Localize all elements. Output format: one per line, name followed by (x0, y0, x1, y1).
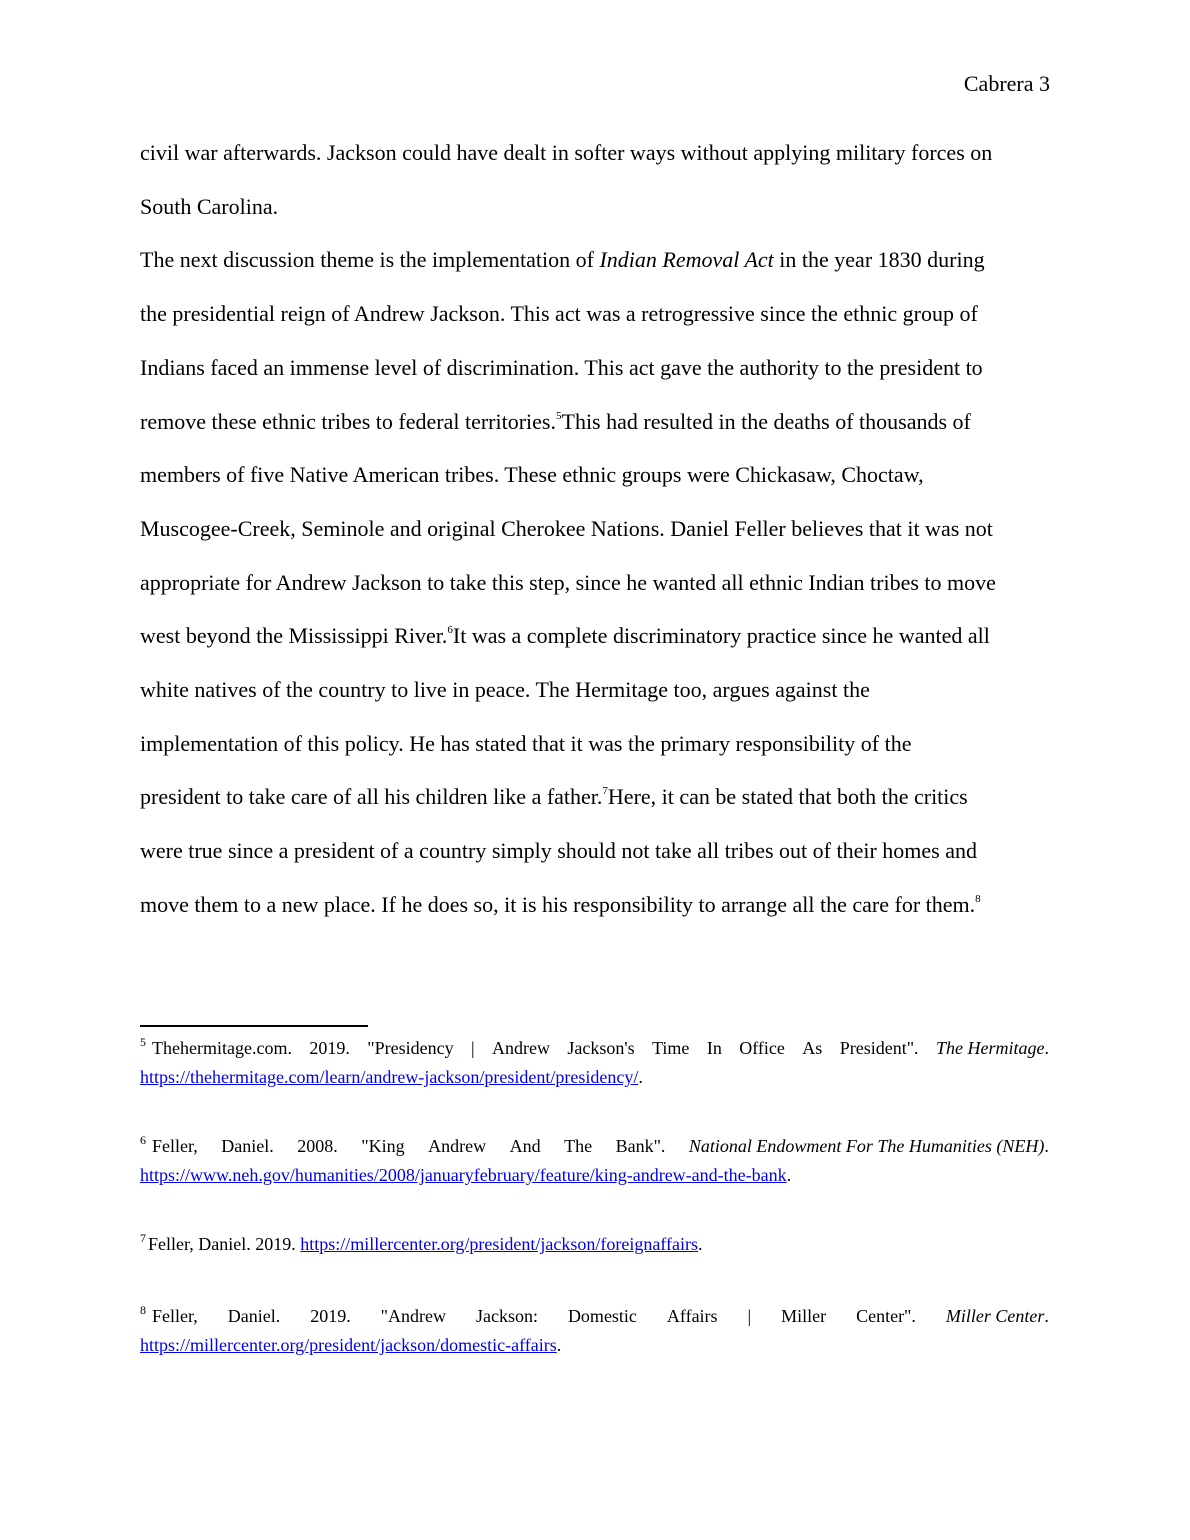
body-line: appropriate for Andrew Jackson to take this step, since he wanted all ethnic Indian tribes to move (140, 569, 996, 595)
body-line: civil war afterwards. Jackson could have dealt in softer ways without applying military forces on (140, 140, 993, 165)
footnote-6 (140, 1133, 1049, 1189)
body-line: president to take care of all his children like a father.$^7$Here, it can be stated that both the critics (140, 784, 968, 810)
body-line: Indians faced an immense level of discrimination. This act gave the authority to the president to (140, 354, 983, 380)
body-line: The next discussion theme is the implementation of Indian Removal Act in the year 1830 during (140, 247, 985, 273)
footnote-number: 7 (140, 1231, 146, 1245)
footnote-number: 8 (140, 1303, 146, 1317)
body-line: implementation of this policy. He has stated that it was the primary responsibility of the (140, 730, 912, 756)
footnote-citation-line: $^8$ Feller, Daniel. 2019. "Andrew Jackson: Domestic Affairs | Miller Center". Miller Center. (140, 1303, 1049, 1326)
footnote-link[interactable]: https://millercenter.org/president/jackson/foreignaffairs (300, 1234, 698, 1254)
footnote-separator (140, 1025, 368, 1027)
source-title: Miller Center (945, 1306, 1045, 1326)
footnote-reference[interactable]: 7 (602, 785, 608, 798)
body-line: remove these ethnic tribes to federal territories.$^5$This had resulted in the deaths of thousands of (140, 408, 971, 434)
footnote-reference[interactable]: 6 (447, 624, 453, 637)
footnote-reference[interactable]: 5 (556, 409, 562, 422)
body-line: Muscogee-Creek, Seminole and original Cherokee Nations. Daniel Feller believes that it was not (140, 515, 993, 541)
running-head: Cabrera 3 (963, 71, 1050, 96)
footnote-url-line: https://thehermitage.com/learn/andrew-jackson/president/presidency/. (140, 1067, 643, 1087)
body-text (140, 126, 1060, 932)
footnote-5 (140, 1035, 1049, 1091)
footnote-url-line: https://millercenter.org/president/jackson/domestic-affairs. (140, 1335, 562, 1355)
footnote-url-line: https://www.neh.gov/humanities/2008/januaryfebruary/feature/king-andrew-and-the-bank. (140, 1165, 792, 1185)
footnote-link[interactable]: https://thehermitage.com/learn/andrew-jackson/president/presidency/ (140, 1067, 639, 1087)
footnote-citation-line: $^7$ Feller, Daniel. 2019. https://millercenter.org/president/jackson/foreignaffairs. (140, 1231, 703, 1254)
body-line: move them to a new place. If he does so, it is his responsibility to arrange all the care for them.$^8$ (140, 891, 981, 917)
footnote-citation-line: $^5$ Thehermitage.com. 2019. "Presidency | Andrew Jackson's Time In Office As President". The Hermitage. (140, 1035, 1049, 1058)
footnote-7 (140, 1231, 1049, 1260)
footnote-link[interactable]: https://millercenter.org/president/jackson/domestic-affairs (140, 1335, 557, 1355)
body-line: white natives of the country to live in peace. The Hermitage too, argues against the (140, 677, 870, 703)
footnote-reference[interactable]: 8 (975, 892, 981, 905)
body-line: west beyond the Mississippi River.$^6$It was a complete discriminatory practice since he wanted all (140, 623, 990, 649)
body-line: members of five Native American tribes. These ethnic groups were Chickasaw, Choctaw, (140, 462, 924, 488)
body-line: the presidential reign of Andrew Jackson. This act was a retrogressive since the ethnic group of (140, 301, 978, 327)
italic-title: Indian Removal Act (599, 247, 774, 273)
source-title: The Hermitage (935, 1038, 1045, 1058)
footnote-number: 6 (140, 1133, 146, 1147)
footnote-citation-line: $^6$ Feller, Daniel. 2008. "King Andrew And The Bank". National Endowment For The Humanities (NEH). (140, 1133, 1049, 1156)
source-title: National Endowment For The Humanities (NEH) (688, 1136, 1045, 1156)
footnote-8 (140, 1303, 1049, 1359)
footnote-link[interactable]: https://www.neh.gov/humanities/2008/januaryfebruary/feature/king-andrew-and-the-bank (140, 1165, 787, 1185)
body-line: South Carolina. (140, 193, 279, 219)
body-line: were true since a president of a country simply should not take all tribes out of their homes and (140, 838, 977, 864)
footnote-number: 5 (140, 1035, 146, 1049)
